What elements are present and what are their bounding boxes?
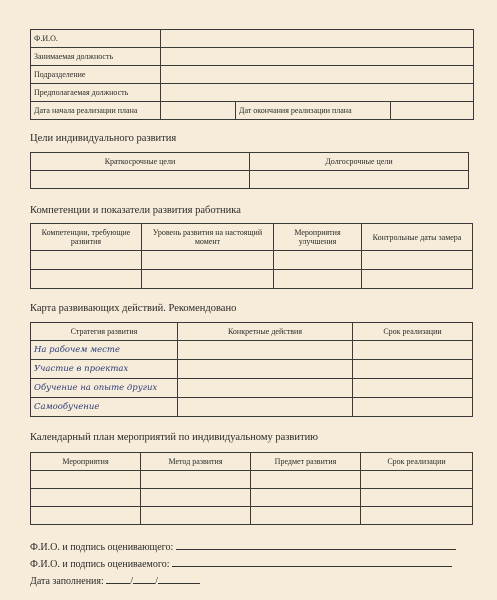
table-cell[interactable] (178, 341, 353, 360)
table-cell[interactable] (141, 471, 251, 489)
date-year-field[interactable] (158, 574, 200, 584)
goals-title: Цели индивидуального развития (30, 133, 177, 144)
table-cell[interactable] (31, 251, 142, 270)
table-cell[interactable] (361, 471, 473, 489)
date-separator: / (130, 576, 134, 587)
calendar-title: Календарный план мероприятий по индивидуальному развитию (30, 432, 319, 443)
fill-date-line (30, 574, 200, 587)
evaluator-signature-line (30, 540, 456, 553)
table-cell[interactable] (178, 360, 353, 379)
cal-header-method: Метод развития (141, 453, 251, 471)
plan-end-value[interactable] (391, 102, 474, 120)
table-cell[interactable] (142, 251, 274, 270)
strategy-learning-from-others: Обучение на опыте других (31, 379, 178, 398)
actions-header-actions: Конкретные действия (178, 323, 353, 341)
intended-position-label: Предполагаемая должность (31, 84, 161, 102)
goals-table (30, 152, 469, 189)
evaluated-signature-label: Ф.И.О. и подпись оцениваемого: (30, 559, 170, 570)
comp-header-competencies: Компетенции, требующие развития (31, 224, 142, 251)
department-value[interactable] (161, 66, 474, 84)
competencies-table (30, 223, 473, 289)
plan-start-value[interactable] (161, 102, 236, 120)
actions-title: Карта развивающих действий. Рекомендовано (30, 303, 237, 314)
evaluator-signature-label: Ф.И.О. и подпись оценивающего: (30, 542, 174, 553)
comp-header-level: Уровень развития на настоящий момент (142, 224, 274, 251)
strategy-projects: Участие в проектах (31, 360, 178, 379)
table-cell[interactable] (274, 270, 362, 289)
evaluator-signature-field[interactable] (176, 540, 456, 550)
table-cell[interactable] (31, 489, 141, 507)
strategy-on-job: На рабочем месте (31, 341, 178, 360)
actions-table (30, 322, 473, 417)
table-cell[interactable] (353, 398, 473, 417)
date-month-field[interactable] (133, 574, 155, 584)
short-goal-cell[interactable] (31, 171, 250, 189)
strategy-self-study: Самообучение (31, 398, 178, 417)
table-cell[interactable] (353, 379, 473, 398)
position-held-value[interactable] (161, 48, 474, 66)
table-cell[interactable] (353, 341, 473, 360)
table-cell[interactable] (178, 379, 353, 398)
table-cell[interactable] (31, 471, 141, 489)
actions-header-strategy: Стратегия развития (31, 323, 178, 341)
table-cell[interactable] (141, 489, 251, 507)
table-cell[interactable] (274, 251, 362, 270)
date-separator: / (155, 576, 158, 587)
table-cell[interactable] (142, 270, 274, 289)
table-cell[interactable] (361, 507, 473, 525)
intended-position-value[interactable] (161, 84, 474, 102)
fill-date-label: Дата заполнения: (30, 576, 104, 587)
table-cell[interactable] (31, 507, 141, 525)
long-goal-cell[interactable] (250, 171, 469, 189)
table-cell[interactable] (141, 507, 251, 525)
cal-header-term: Срок реализации (361, 453, 473, 471)
cal-header-subject: Предмет развития (251, 453, 361, 471)
evaluated-signature-field[interactable] (172, 557, 452, 567)
comp-header-dates: Контрольные даты замера (362, 224, 473, 251)
table-cell[interactable] (251, 507, 361, 525)
table-cell[interactable] (251, 471, 361, 489)
goals-header-long: Долгосрочные цели (250, 153, 469, 171)
plan-start-label: Дата начала реализации плана (31, 102, 161, 120)
plan-end-label: Дат окончания реализации плана (236, 102, 391, 120)
comp-header-measures: Мероприятия улучшения (274, 224, 362, 251)
position-held-label: Занимаемая должность (31, 48, 161, 66)
fio-value[interactable] (161, 30, 474, 48)
competencies-title: Компетенции и показатели развития работника (30, 205, 241, 216)
table-cell[interactable] (362, 251, 473, 270)
table-cell[interactable] (31, 270, 142, 289)
table-cell[interactable] (361, 489, 473, 507)
calendar-table (30, 452, 473, 525)
table-cell[interactable] (353, 360, 473, 379)
goals-header-short: Краткосрочные цели (31, 153, 250, 171)
table-cell[interactable] (251, 489, 361, 507)
cal-header-events: Мероприятия (31, 453, 141, 471)
date-day-field[interactable] (106, 574, 130, 584)
department-label: Подразделение (31, 66, 161, 84)
actions-header-term: Срок реализации (353, 323, 473, 341)
table-cell[interactable] (178, 398, 353, 417)
evaluated-signature-line (30, 557, 452, 570)
table-cell[interactable] (362, 270, 473, 289)
employee-info-table (30, 29, 474, 120)
fio-label: Ф.И.О. (31, 30, 161, 48)
